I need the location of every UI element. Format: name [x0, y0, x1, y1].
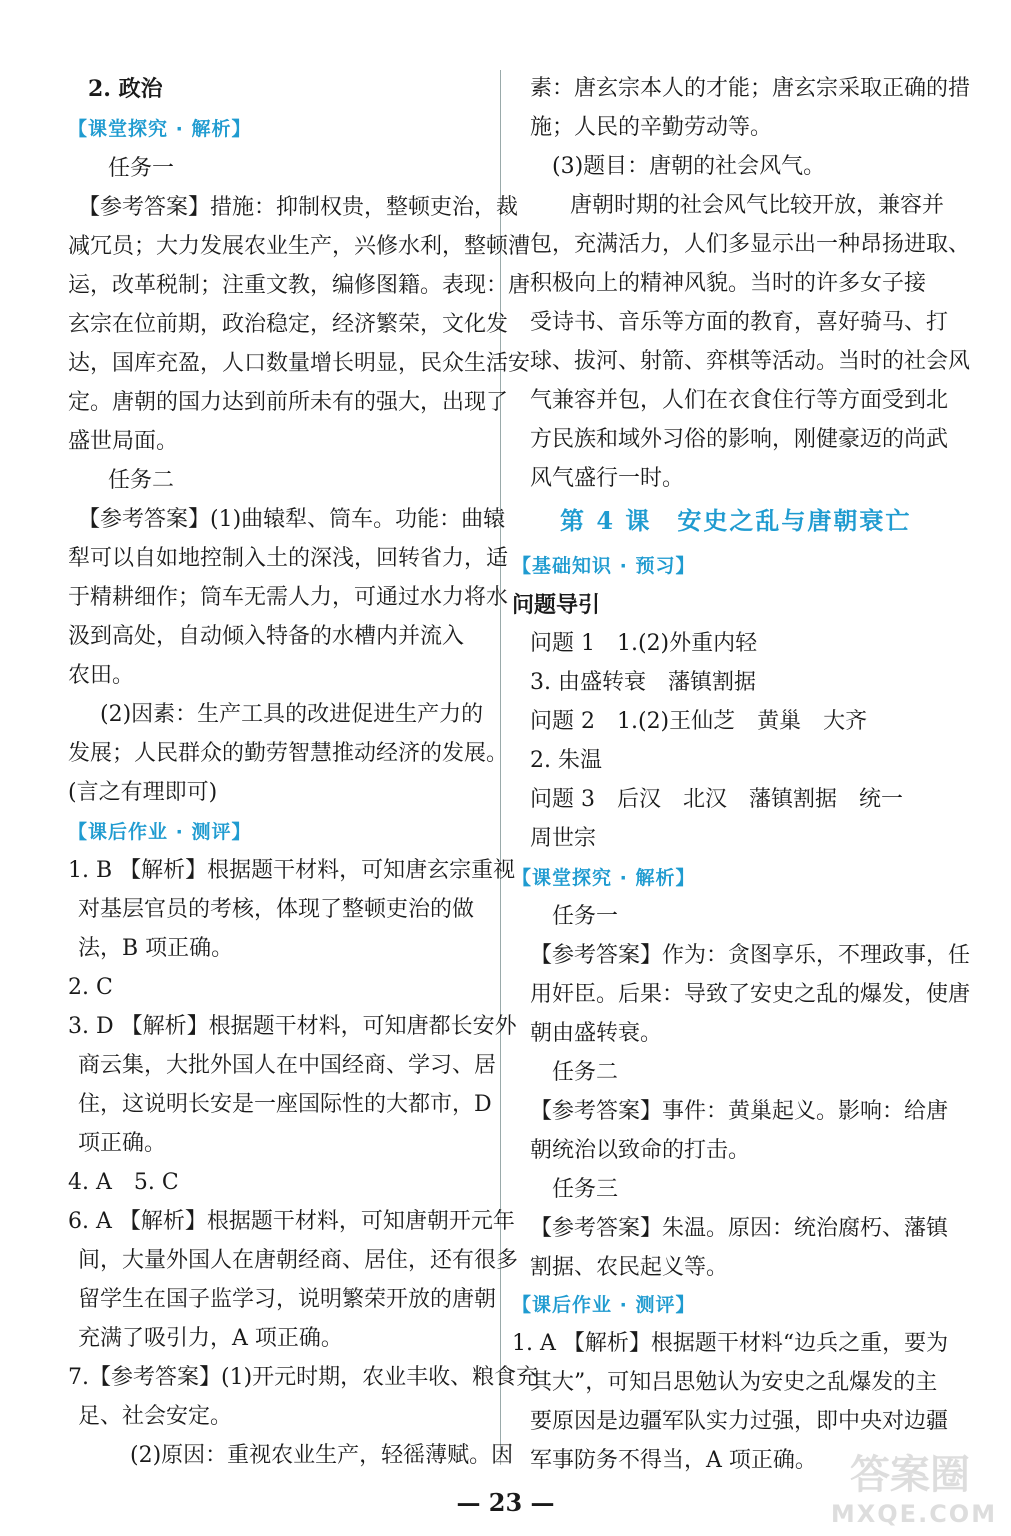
task-heading: 任务三 [552, 1177, 619, 1202]
text-line: 定。唐朝的国力达到前所未有的强大，出现了 [68, 390, 509, 415]
text-line: 【参考答案】措施：抑制权贵，整顿吏治，裁 [78, 195, 519, 220]
section-heading-classroom-inquiry: 【课堂探究 · 解析】 [512, 867, 696, 889]
text-line: 球、拔河、射箭、弈棋等活动。当时的社会风 [530, 349, 971, 374]
answer-item: 6. A 【解析】根据题干材料，可知唐朝开元年 [68, 1209, 515, 1234]
answer-item: 问题 2 1.(2)王仙芝 黄巢 大齐 [530, 709, 868, 734]
text-line: 留学生在国子监学习，说明繁荣开放的唐朝 [78, 1287, 497, 1312]
text-line: 素：唐玄宗本人的才能；唐玄宗采取正确的措 [530, 76, 971, 101]
text-line: 积极向上的精神风貌。当时的许多女子接 [530, 271, 927, 296]
text-line: 用奸臣。后果：导致了安史之乱的爆发，使唐 [530, 982, 971, 1007]
item-2-answer: 2. 政治 [88, 76, 163, 102]
text-line: 包，充满活力，人们多显示出一种昂扬进取、 [530, 232, 971, 257]
text-line: 玄宗在位前期，政治稳定，经济繁荣，文化发 [68, 312, 509, 337]
watermark-url: MXQE.COM [830, 1500, 998, 1528]
text-line: 【参考答案】作为：贪图享乐，不理政事，任 [530, 943, 971, 968]
text-line: 法，B 项正确。 [78, 936, 234, 961]
answer-item: 1. B 【解析】根据题干材料，可知唐玄宗重视 [68, 858, 516, 883]
text-line: 【参考答案】(1)曲辕犁、筒车。功能：曲辕 [78, 507, 506, 532]
text-line: (2)因素：生产工具的改进促进生产力的 [100, 702, 484, 727]
text-line: 项正确。 [78, 1131, 167, 1156]
answer-item: 3. D 【解析】根据题干材料，可知唐都长安外 [68, 1014, 517, 1039]
text-line: 唐朝时期的社会风气比较开放，兼容并 [570, 193, 945, 218]
answer-item: 2. 朱温 [530, 748, 602, 773]
text-line: (言之有理即可) [68, 780, 218, 805]
section-heading-classroom-inquiry: 【课堂探究 · 解析】 [68, 118, 252, 140]
text-line: 农田。 [68, 663, 135, 688]
text-line: (3)题目：唐朝的社会风气。 [552, 154, 826, 179]
lesson-title: 第 4 课 安史之乱与唐朝衰亡 [560, 506, 912, 535]
answer-item: 1. A 【解析】根据题干材料“边兵之重，要为 [512, 1331, 949, 1356]
page-number: — 23 — [456, 1488, 555, 1517]
text-line: 军事防务不得当，A 项正确。 [530, 1448, 817, 1473]
task-heading: 任务二 [552, 1060, 619, 1085]
text-line: 发展；人民群众的勤劳智慧推动经济的发展。 [68, 741, 509, 766]
section-heading-homework: 【课后作业 · 测评】 [68, 821, 252, 843]
text-line: 【参考答案】事件：黄巢起义。影响：给唐 [530, 1099, 949, 1124]
section-heading-basic-knowledge: 【基础知识 · 预习】 [512, 555, 696, 577]
text-line: 割据、农民起义等。 [530, 1255, 729, 1280]
watermark-text: 答案圈 [850, 1452, 970, 1498]
text-line: 足、社会安定。 [78, 1404, 233, 1429]
answer-item: 7.【参考答案】(1)开元时期，农业丰收、粮食充 [68, 1365, 539, 1390]
text-line: 于精耕细作；筒车无需人力，可通过水力将水 [68, 585, 509, 610]
text-line: 风气盛行一时。 [530, 466, 685, 491]
text-line: 要原因是边疆军队实力过强，即中央对边疆 [530, 1409, 949, 1434]
text-line: 施；人民的辛勤劳动等。 [530, 115, 773, 140]
text-line: 周世宗 [530, 826, 597, 851]
text-line: 商云集，大批外国人在中国经商、学习、居 [78, 1053, 497, 1078]
text-line: 其大”，可知吕思勉认为安史之乱爆发的主 [530, 1370, 938, 1395]
text-line: 减冗员；大力发展农业生产，兴修水利，整顿漕 [68, 234, 531, 259]
text-line: 盛世局面。 [68, 429, 179, 454]
text-line: 受诗书、音乐等方面的教育，喜好骑马、打 [530, 310, 949, 335]
answer-item: 2. C [68, 975, 113, 1000]
text-line: 充满了吸引力，A 项正确。 [78, 1326, 343, 1351]
text-line: 运，改革税制；注重文教，编修图籍。表现：唐 [68, 273, 531, 298]
text-line: 犁可以自如地控制入土的深浅，回转省力，适 [68, 546, 509, 571]
text-line: 住，这说明长安是一座国际性的大都市，D [78, 1092, 492, 1117]
text-line: 朝由盛转衰。 [530, 1021, 663, 1046]
task-heading: 任务一 [552, 904, 619, 929]
answer-item: 4. A 5. C [68, 1170, 179, 1195]
task-heading: 任务二 [108, 468, 175, 493]
text-line: 对基层官员的考核，体现了整顿吏治的做 [78, 897, 475, 922]
text-line: 朝统治以致命的打击。 [530, 1138, 751, 1163]
text-line: 汲到高处，自动倾入特备的水槽内并流入 [68, 624, 465, 649]
text-line: 间，大量外国人在唐朝经商、居住，还有很多 [78, 1248, 519, 1273]
section-heading-homework: 【课后作业 · 测评】 [512, 1294, 696, 1316]
text-line: 方民族和域外习俗的影响，刚健豪迈的尚武 [530, 427, 949, 452]
task-heading: 任务一 [108, 156, 175, 181]
answer-item: 问题 3 后汉 北汉 藩镇割据 统一 [530, 787, 903, 812]
text-line: 【参考答案】朱温。原因：统治腐朽、藩镇 [530, 1216, 949, 1241]
answer-item: 问题 1 1.(2)外重内轻 [530, 631, 758, 656]
text-line: 气兼容并包，人们在衣食住行等方面受到北 [530, 388, 949, 413]
text-line: 达，国库充盈，人口数量增长明显，民众生活安 [68, 351, 531, 376]
text-line: (2)原因：重视农业生产，轻徭薄赋。因 [130, 1443, 514, 1468]
watermark-logo [822, 1440, 1002, 1530]
subheading-question-guide: 问题导引 [512, 592, 601, 618]
answer-item: 3. 由盛转衰 藩镇割据 [530, 670, 756, 695]
